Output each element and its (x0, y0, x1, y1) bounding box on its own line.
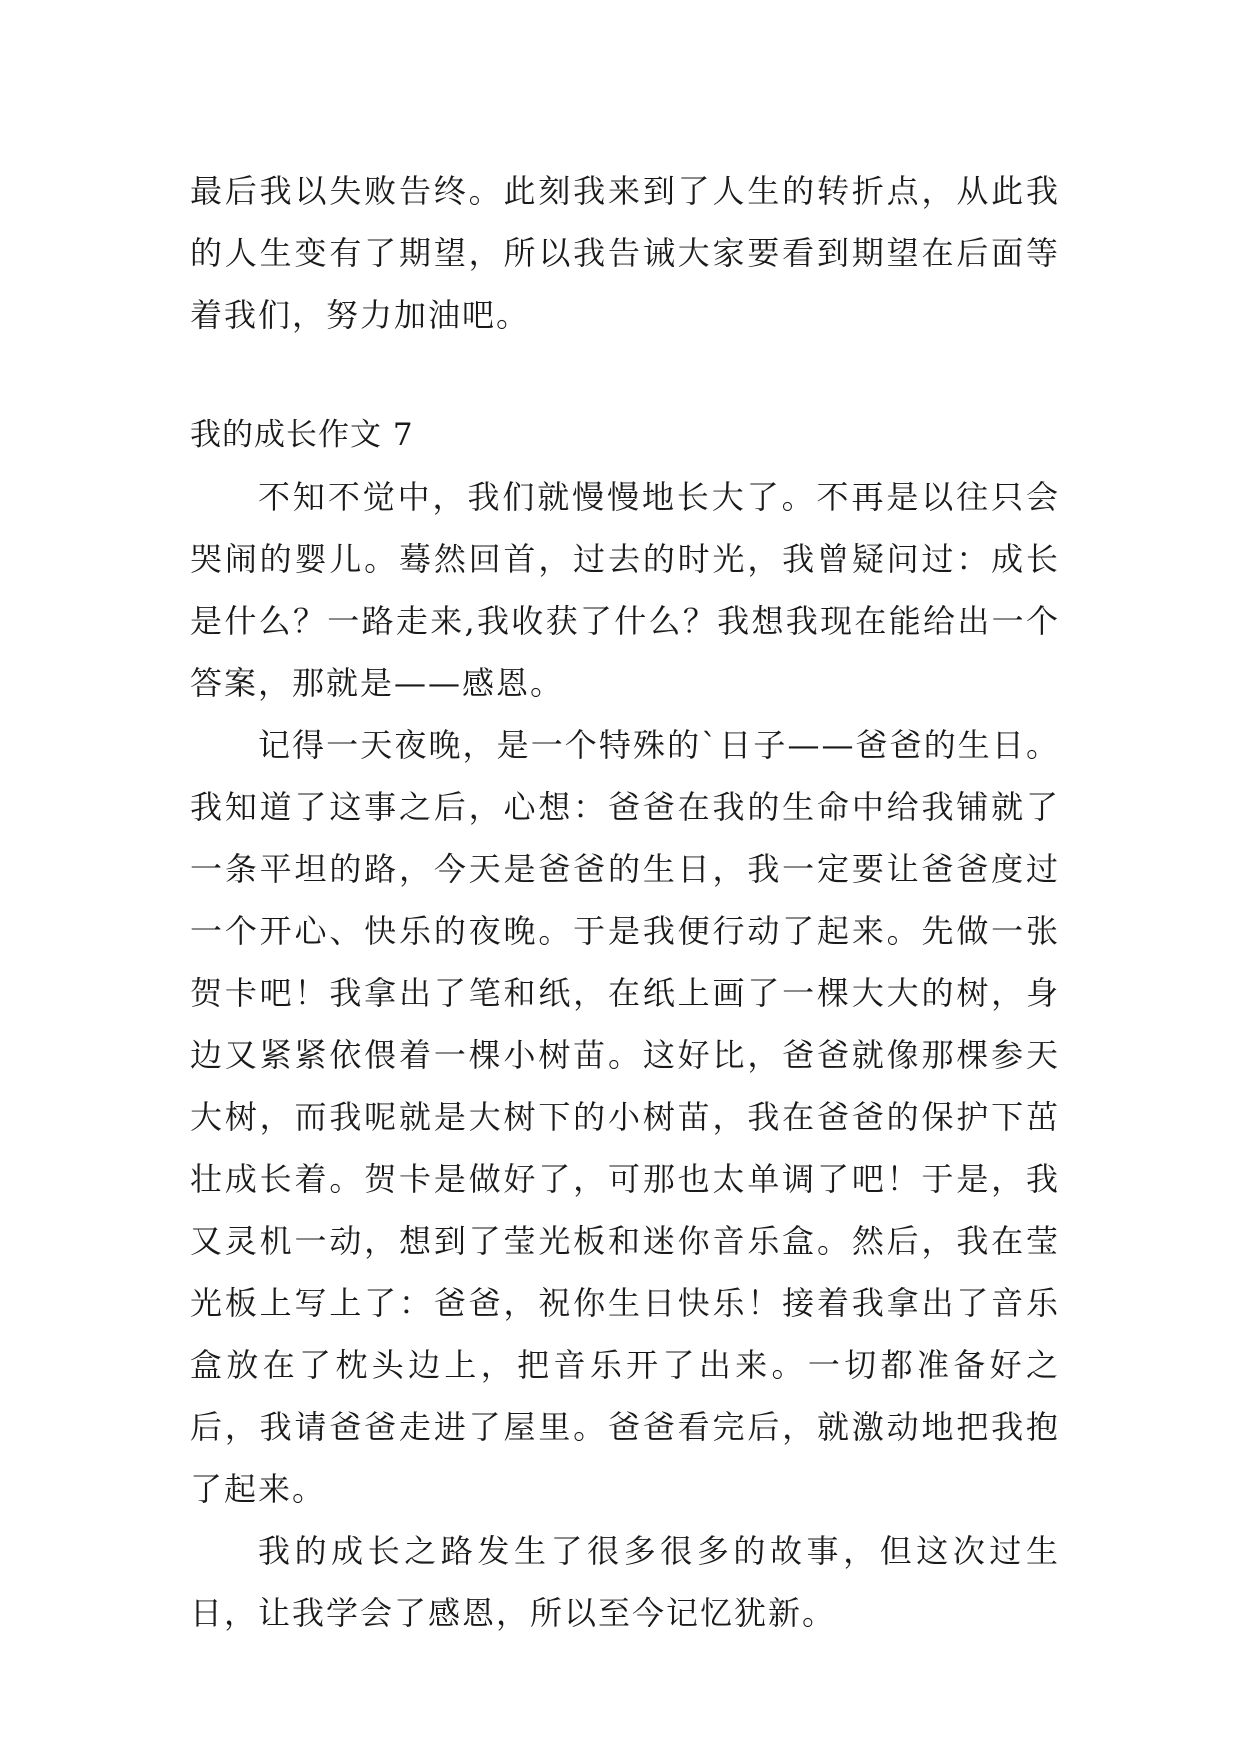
body-paragraph-3: 我的成长之路发生了很多很多的故事，但这次过生日，让我学会了感恩，所以至今记忆犹新。 (190, 1532, 1060, 1632)
document-page (190, 160, 1060, 1644)
intro-paragraph: 最后我以失败告终。此刻我来到了人生的转折点，从此我的人生变有了期望，所以我告诫大家要看到期望在后面等着我们，努力加油吧。 (190, 172, 1060, 334)
body-paragraph-1: 不知不觉中，我们就慢慢地长大了。不再是以往只会哭闹的婴儿。蓦然回首，过去的时光，我曾疑问过：成长是什么？一路走来,我收获了什么？我想我现在能给出一个答案，那就是——感恩。 (190, 478, 1060, 702)
section-title: 我的成长作文 7 (190, 417, 414, 453)
body-paragraph-2: 记得一天夜晚，是一个特殊的`日子——爸爸的生日。我知道了这事之后，心想：爸爸在我的生命中给我铺就了一条平坦的路，今天是爸爸的生日，我一定要让爸爸度过一个开心、快乐的夜晚。于是我便行动了起来。先做一张贺卡吧！我拿出了笔和纸，在纸上画了一棵大大的树，身边又紧紧依偎着一棵小树苗。这好比，爸爸就像那棵参天大树，而我呢就是大树下的小树苗，我在爸爸的保护下茁壮成长着。贺卡是做好了，可那也太单调了吧！于是，我又灵机一动，想到了莹光板和迷你音乐盒。然后，我在莹光板上写上了：爸爸，祝你生日快乐！接着我拿出了音乐盒放在了枕头边上，把音乐开了出来。一切都准备好之后，我请爸爸走进了屋里。爸爸看完后，就激动地把我抱了起来。 (190, 726, 1060, 1508)
